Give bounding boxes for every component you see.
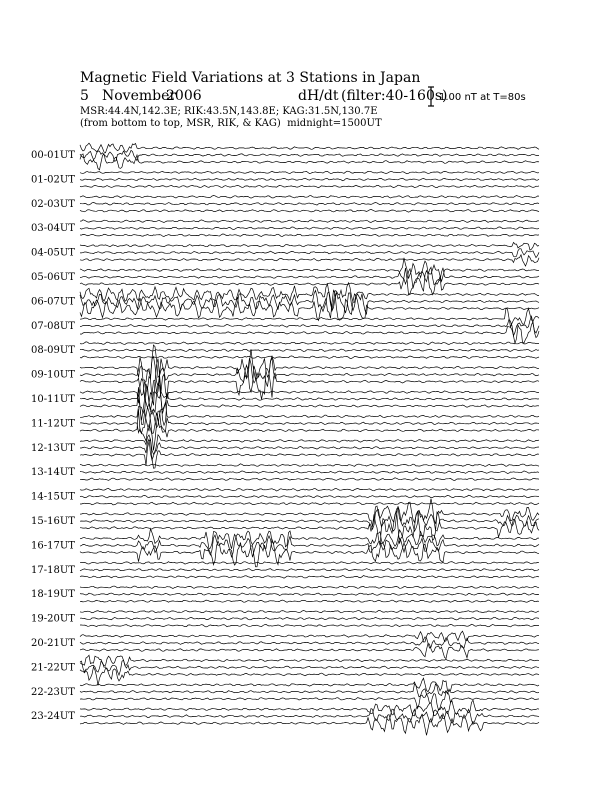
trace-kag-11 [80, 402, 539, 431]
trace-kag-22 [80, 678, 539, 692]
trace-kag-3 [80, 220, 539, 223]
hour-label: 05-06UT [31, 272, 75, 283]
hour-label: 12-13UT [31, 442, 75, 454]
hour-label: 15-16UT [31, 516, 75, 527]
trace-kag-20 [80, 631, 539, 642]
hour-label: 19-20UT [31, 613, 75, 625]
trace-msr-21 [80, 667, 539, 686]
station-order: (from bottom to top, MSR, RIK, & KAG) [80, 118, 281, 129]
hour-label: 14-15UT [31, 491, 75, 503]
hour-label: 18-19UT [31, 589, 75, 601]
hour-label: 20-21UT [31, 638, 75, 649]
scale-bar-label: 1.00 nT at T=80s [439, 92, 526, 103]
trace-rik-4 [80, 249, 539, 258]
trace-msr-13 [80, 478, 539, 481]
trace-rik-18 [80, 593, 539, 596]
trace-kag-16 [80, 529, 539, 549]
trace-kag-12 [80, 435, 539, 454]
hour-label: 09-10UT [31, 369, 75, 381]
quantity-label: dH/dt [298, 88, 339, 104]
hour-label: 07-08UT [31, 320, 75, 332]
hour-label: 10-11UT [31, 394, 75, 405]
trace-kag-1 [80, 171, 539, 174]
trace-rik-8 [80, 349, 539, 351]
hour-label: 03-04UT [31, 223, 75, 235]
hour-label: 01-02UT [31, 174, 75, 186]
hour-label: 17-18UT [31, 564, 75, 576]
date-month: November [102, 88, 177, 104]
hour-label: 23-24UT [31, 711, 75, 723]
trace-kag-19 [80, 610, 539, 613]
trace-rik-22 [80, 684, 539, 697]
hour-labels [31, 150, 75, 722]
trace-msr-20 [80, 644, 539, 659]
hour-label: 04-05UT [31, 247, 75, 259]
trace-rik-1 [80, 178, 539, 180]
trace-rik-9 [80, 357, 539, 390]
hour-label: 13-14UT [31, 467, 75, 479]
trace-rik-5 [80, 267, 539, 288]
trace-rik-14 [80, 495, 539, 498]
hour-label: 06-07UT [31, 296, 75, 308]
trace-msr-7 [80, 322, 539, 343]
trace-group [80, 143, 539, 735]
trace-kag-17 [80, 562, 539, 565]
trace-msr-23 [80, 714, 539, 736]
trace-rik-0 [80, 150, 539, 161]
hour-label: 02-03UT [31, 198, 75, 210]
trace-msr-8 [80, 356, 539, 359]
trace-msr-3 [80, 234, 539, 237]
trace-msr-4 [80, 255, 539, 266]
trace-msr-1 [80, 185, 539, 188]
chart-title: Magnetic Field Variations at 3 Stations in Japan [80, 70, 421, 86]
trace-rik-19 [80, 617, 539, 620]
trace-kag-15 [80, 499, 539, 527]
filter-label: (filter:40-160s) [341, 88, 448, 104]
trace-kag-2 [80, 196, 539, 199]
trace-rik-20 [80, 637, 539, 648]
trace-msr-12 [80, 440, 539, 468]
trace-kag-0 [80, 143, 539, 153]
order-midnight-note [80, 118, 382, 129]
trace-rik-17 [80, 569, 539, 571]
trace-rik-21 [80, 660, 539, 675]
midnight-note: midnight=1500UT [287, 118, 382, 129]
trace-kag-7 [80, 308, 539, 327]
trace-msr-14 [80, 502, 539, 505]
trace-kag-5 [80, 258, 539, 282]
hour-label: 08-09UT [31, 345, 75, 357]
hour-label: 16-17UT [31, 540, 75, 552]
trace-msr-22 [80, 692, 539, 711]
hour-label: 22-23UT [31, 686, 75, 698]
trace-kag-13 [80, 464, 539, 467]
trace-msr-2 [80, 209, 539, 212]
trace-msr-5 [80, 268, 539, 295]
trace-rik-13 [80, 471, 539, 474]
trace-msr-15 [80, 511, 539, 546]
trace-msr-17 [80, 576, 539, 579]
trace-rik-3 [80, 227, 539, 230]
date-year: 2006 [166, 88, 202, 104]
trace-msr-18 [80, 600, 539, 602]
station-coordinates: MSR:44.4N,142.3E; RIK:43.5N,143.8E; KAG:31.5N,130.7E [80, 106, 378, 117]
trace-kag-8 [80, 342, 539, 345]
date-day: 5 [80, 88, 89, 104]
trace-kag-14 [80, 488, 539, 491]
trace-kag-18 [80, 586, 539, 589]
trace-kag-21 [80, 655, 539, 665]
hour-label: 11-12UT [31, 418, 75, 430]
trace-rik-6 [80, 291, 539, 315]
trace-msr-19 [80, 624, 539, 627]
trace-rik-2 [80, 203, 539, 206]
hour-label: 21-22UT [31, 662, 75, 674]
hour-label: 00-01UT [31, 150, 75, 161]
trace-kag-4 [80, 242, 539, 250]
